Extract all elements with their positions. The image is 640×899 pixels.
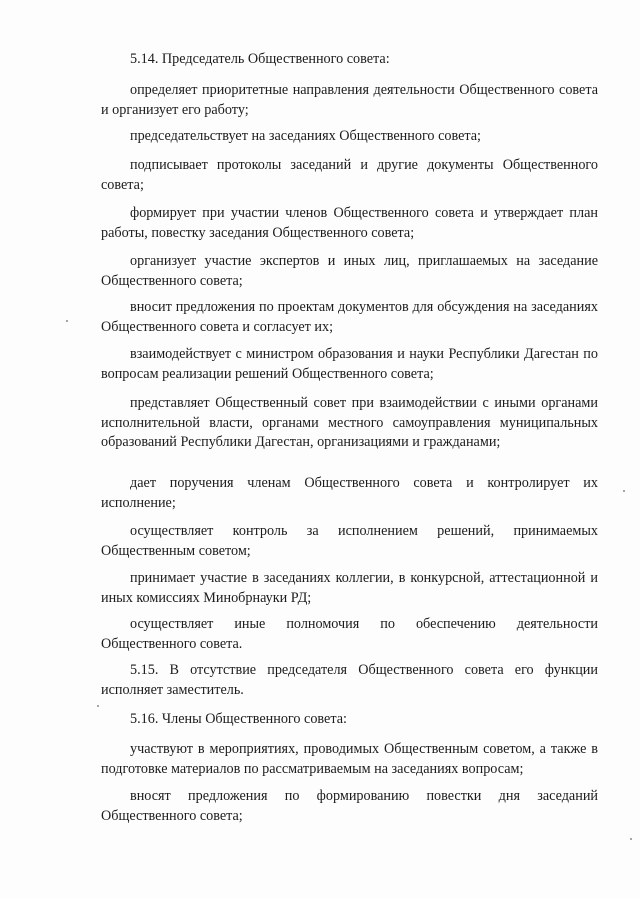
section-5-16-heading: 5.16. Члены Общественного совета: (130, 711, 347, 727)
paragraph-item: участвуют в мероприятиях, проводимых Общественным советом, а также в подготовке материалов по рассматриваемым на заседаниях вопросам; (101, 741, 598, 777)
paragraph-item: принимает участие в заседаниях коллегии, в конкурсной, аттестационной и иных комиссиях Минобрнауки РД; (101, 570, 598, 606)
scan-speck (97, 705, 99, 707)
section-5-15-paragraph: 5.15. В отсутствие председателя Общественного совета его функции исполняет заместитель. (101, 662, 598, 698)
paragraph-item: председательствует на заседаниях Общественного совета; (130, 128, 481, 144)
paragraph-item: взаимодействует с министром образования и науки Республики Дагестан по вопросам реализации решений Общественного совета; (101, 346, 598, 382)
paragraph-item: осуществляет иные полномочия по обеспечению деятельности Общественного совета. (101, 616, 598, 652)
paragraph-item: представляет Общественный совет при взаимодействии с иными органами исполнительной власти, органами местного самоуправления муниципальных образований Республики Дагестан, организациями и гражданами; (101, 395, 598, 450)
section-5-14-heading: 5.14. Председатель Общественного совета: (130, 51, 390, 67)
scan-speck (623, 490, 625, 492)
paragraph-item: вносит предложения по проектам документов для обсуждения на заседаниях Общественного совета и согласует их; (101, 299, 598, 335)
scan-speck (66, 320, 68, 322)
scan-speck (630, 838, 632, 840)
paragraph-item: дает поручения членам Общественного совета и контролирует их исполнение; (101, 475, 598, 511)
paragraph-item: вносят предложения по формированию повестки дня заседаний Общественного совета; (101, 788, 598, 824)
paragraph-item: осуществляет контроль за исполнением решений, принимаемых Общественным советом; (101, 523, 598, 559)
paragraph-item: определяет приоритетные направления деятельности Общественного совета и организует его работу; (101, 82, 598, 118)
paragraph-item: формирует при участии членов Общественного совета и утверждает план работы, повестку заседания Общественного совета; (101, 205, 598, 241)
paragraph-item: организует участие экспертов и иных лиц, приглашаемых на заседание Общественного совета; (101, 253, 598, 289)
paragraph-item: подписывает протоколы заседаний и другие документы Общественного совета; (101, 157, 598, 193)
